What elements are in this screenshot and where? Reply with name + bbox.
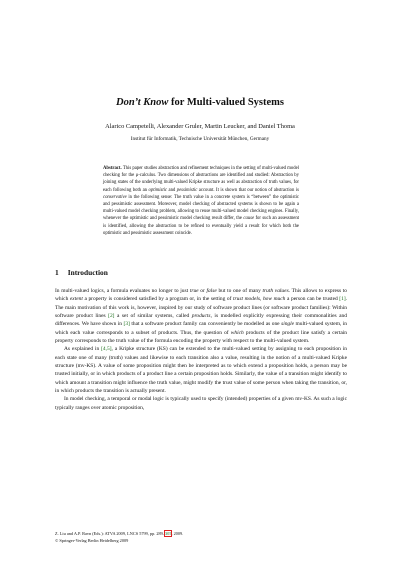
text-run: a set of similar systems, called	[114, 313, 192, 320]
text-run: As explained in	[64, 346, 102, 353]
section-heading	[55, 268, 108, 277]
text-run: or	[198, 288, 207, 294]
title-rest: for Multi-valued Systems	[168, 97, 284, 108]
copyright-line: © Springer-Verlag Berlin Heidelberg 2009	[55, 537, 129, 543]
text-run: . The main motivation of this work is, however, inspired by our study of software product lines (or software product families): Within software product lines	[55, 296, 347, 320]
abstract-emphasis: cause	[243, 216, 255, 222]
emphasis: single	[281, 321, 295, 328]
paragraph	[55, 345, 347, 395]
abstract	[103, 165, 299, 237]
citation-link[interactable]: [3]	[123, 321, 130, 328]
footer-text: , 2009.	[171, 531, 184, 536]
text-run: . This allows to express to which	[55, 288, 348, 303]
text-run: multi-valued system, in which each value corresponds to a subset of products. Thus, the question of	[55, 321, 347, 336]
author-list: Alarico Campetelli, Alexander Gruler, Martin Leucker, and Daniel Thoma	[105, 123, 295, 130]
footer-text: Z. Liu and A.P. Ravn (Eds.): ATVA 2009, LNCS 5799, pp. 289–	[55, 531, 165, 536]
abstract-emphasis: pessimistic	[176, 187, 198, 193]
footer-citation	[55, 531, 347, 544]
abstract-label: Abstract.	[103, 166, 122, 171]
section-number: 1	[55, 268, 59, 277]
emphasis: true	[189, 288, 199, 294]
text-run: In multi-valued logics, a formula evaluates no longer to just	[55, 288, 190, 294]
abstract-emphasis: conservative	[103, 194, 127, 200]
emphasis: extent	[69, 296, 83, 303]
affiliation: Institut für Informatik, Technische Universität München, Germany	[130, 136, 270, 142]
paper-title	[0, 97, 400, 108]
emphasis: products	[191, 313, 211, 320]
text-run: a person can be trusted	[285, 296, 340, 303]
text-run: that a software product family can conveniently be modelled as one	[129, 321, 282, 328]
citation-link[interactable]: [2]	[108, 313, 115, 320]
title-italic-part: Don’t Know	[115, 97, 169, 108]
text-run: In model checking, a temporal or modal logic is typically used to specify (intended) properties of a given mv-KS. As such a logic typically ranges over atomic proposition,	[55, 396, 347, 411]
page-range-link[interactable]: 305	[164, 531, 172, 536]
text-run: ,	[260, 296, 263, 303]
emphasis: which	[230, 329, 244, 336]
abstract-text: account. It is shown that our notion of abstraction is	[197, 187, 299, 193]
abstract-text: in the following sense: The truth value in a concrete system is “between” the optimistic and pessimistic assessment. Moreover, model checking of abstracted systems is shown to be again a multi-valued model checking problem, allowing to reuse multi-valued model checking engines. Finally, whenever the optimistic and pessimistic model checking result differ, the	[103, 194, 299, 222]
footer-line	[55, 531, 347, 538]
section-title: Introduction	[67, 268, 108, 277]
emphasis: trust models	[233, 296, 260, 303]
paragraph	[55, 287, 347, 345]
abstract-text: and	[167, 187, 177, 193]
emphasis: false	[206, 288, 217, 294]
text-run: a property is considered satisfied by a program or, in the setting of	[82, 296, 234, 303]
citation-link[interactable]: [4,5]	[101, 346, 112, 353]
emphasis: how much	[262, 296, 286, 303]
emphasis: truth values	[262, 288, 289, 294]
abstract-emphasis: optimistic	[148, 187, 168, 193]
abstract-text: for such an assessment is identified, allowing the abstraction to be refined to eventually yield a result for which both the optimistic and pessimistic assessment coincide.	[103, 216, 299, 236]
abstract-text: This paper studies abstraction and refinement techniques in the setting of multi-valued model checking for the μ-calculus. Two dimensions of abstractions are identified and studied: Abstraction by joining states of the underlying multi-valued Kripke structure as well as abstraction of truth values, for each following both an	[103, 166, 299, 193]
citation-link[interactable]: [1]	[339, 296, 346, 303]
text-run: but to one of many	[216, 288, 263, 294]
text-run: , is modelled explicitly expressing their commonalities and differences. We have shown in	[55, 313, 347, 328]
text-run: , a Kripke structure (KS) can be extended to the multi-valued setting by assigning to each proposition in each state one of many (truth) values and likewise to each transition also a value, resulting in the notion of a multi-valued Kripke structure (mv-KS). A value of some proposition might then be interpreted as to which extend a proposition holds, a person may be trusted initially, or in which products of a product line a certain proposition holds. Similarly, the value of a transition might identify to which amount a transition might influence the truth value, might modify the trust value of some person when taking the transition, or, in which products the transition is actually present.	[55, 346, 347, 395]
section-body	[55, 287, 347, 412]
paragraph	[55, 395, 347, 412]
text-run: products of the product line satisfy a certain property corresponds to the truth value of the formula encoding the property with respect to the multi-valued system.	[55, 329, 347, 345]
